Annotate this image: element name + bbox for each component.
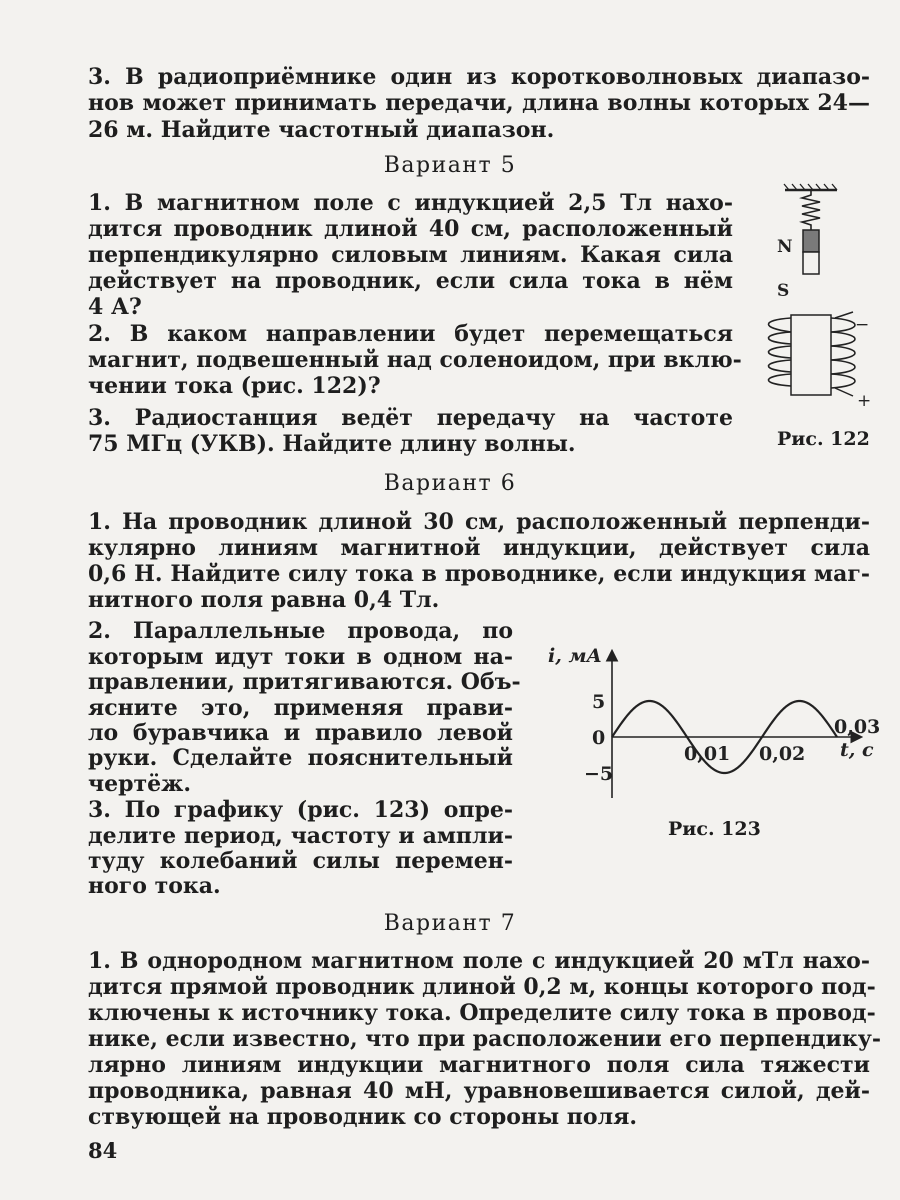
text-line: правлении, притягиваются. Объ- bbox=[88, 669, 521, 695]
text-line: 3. В радиоприёмнике один из коротковолновых диапазо- bbox=[88, 64, 870, 90]
text-line: магнит, подвешенный над соленоидом, при вклю- bbox=[88, 347, 742, 373]
text-line: 3. Радиостанция ведёт передачу на частоте bbox=[88, 405, 733, 431]
figure-123-chart bbox=[540, 630, 881, 815]
text-line: 75 МГц (УКВ). Найдите длину волны. bbox=[88, 431, 576, 457]
text-line: ясните это, применяя прави- bbox=[88, 695, 513, 721]
text-line: делите период, частоту и ампли- bbox=[88, 823, 513, 849]
pole-s-label: S bbox=[777, 281, 790, 301]
x-tick-label: 0,03 bbox=[834, 716, 881, 738]
text-line: 3. По графику (рис. 123) опре- bbox=[88, 797, 513, 823]
text-line: ключены к источнику тока. Определите силу тока в провод- bbox=[88, 1000, 876, 1026]
plus-terminal-label: + bbox=[857, 391, 872, 411]
text-line: 1. В однородном магнитном поле с индукцией 20 мТл нахо- bbox=[88, 948, 870, 974]
y-tick-label: 0 bbox=[592, 727, 606, 749]
page-number: 84 bbox=[88, 1138, 118, 1163]
spring bbox=[802, 190, 820, 230]
text-line: ного тока. bbox=[88, 873, 221, 899]
text-line: лярно линиям индукции магнитного поля сила тяжести bbox=[88, 1052, 870, 1078]
text-line: 4 А? bbox=[88, 294, 142, 320]
text-line: которым идут токи в одном на- bbox=[88, 644, 513, 670]
text-line: 2. Параллельные провода, по bbox=[88, 618, 513, 644]
pole-n-label: N bbox=[777, 237, 793, 257]
x-tick-label: 0,02 bbox=[759, 743, 806, 765]
text-line: нитного поля равна 0,4 Тл. bbox=[88, 587, 440, 613]
x-tick-label: 0,01 bbox=[684, 743, 731, 765]
text-line: туду колебаний силы перемен- bbox=[88, 848, 513, 874]
text-line: нов может принимать передачи, длина волны которых 24— bbox=[88, 90, 870, 116]
figure-123-caption: Рис. 123 bbox=[668, 818, 761, 840]
text-line: 0,6 Н. Найдите силу тока в проводнике, если индукция маг- bbox=[88, 561, 870, 587]
figure-122-magnet-solenoid bbox=[755, 180, 875, 430]
bar-magnet bbox=[803, 230, 819, 274]
y-tick-label: 5 bbox=[592, 691, 606, 713]
text-line: руки. Сделайте пояснительный bbox=[88, 745, 513, 771]
y-axis-label: i, мА bbox=[548, 645, 602, 667]
solenoid bbox=[769, 312, 856, 396]
figure-122-caption: Рис. 122 bbox=[777, 428, 870, 450]
text-line: дится проводник длиной 40 см, расположенный bbox=[88, 216, 733, 242]
text-line: действует на проводник, если сила тока в нём bbox=[88, 268, 733, 294]
x-axis-label: t, с bbox=[840, 739, 874, 761]
ceiling-mount bbox=[784, 184, 837, 190]
y-tick-label: −5 bbox=[584, 763, 614, 785]
text-line: ло буравчика и правило левой bbox=[88, 720, 513, 746]
text-line: 1. На проводник длиной 30 см, расположенный перпенди- bbox=[88, 509, 870, 535]
text-line: 1. В магнитном поле с индукцией 2,5 Тл нахо- bbox=[88, 190, 733, 216]
text-line: кулярно линиям магнитной индукции, действует сила bbox=[88, 535, 870, 561]
variant-7-heading: Вариант 7 bbox=[383, 911, 517, 936]
text-line: дится прямой проводник длиной 0,2 м, концы которого под- bbox=[88, 974, 876, 1000]
text-line: ствующей на проводник со стороны поля. bbox=[88, 1104, 638, 1130]
text-line: чертёж. bbox=[88, 771, 191, 797]
variant-5-heading: Вариант 5 bbox=[383, 153, 517, 178]
minus-terminal-label: − bbox=[855, 315, 870, 335]
text-line: нике, если известно, что при расположении его перпендику- bbox=[88, 1026, 881, 1052]
text-line: проводника, равная 40 мН, уравновешивается силой, дей- bbox=[88, 1078, 870, 1104]
text-line: перпендикулярно силовым линиям. Какая сила bbox=[88, 242, 733, 268]
variant-6-heading: Вариант 6 bbox=[383, 471, 517, 496]
text-line: 26 м. Найдите частотный диапазон. bbox=[88, 117, 555, 143]
text-line: 2. В каком направлении будет перемещаться bbox=[88, 321, 733, 347]
text-line: чении тока (рис. 122)? bbox=[88, 373, 381, 399]
